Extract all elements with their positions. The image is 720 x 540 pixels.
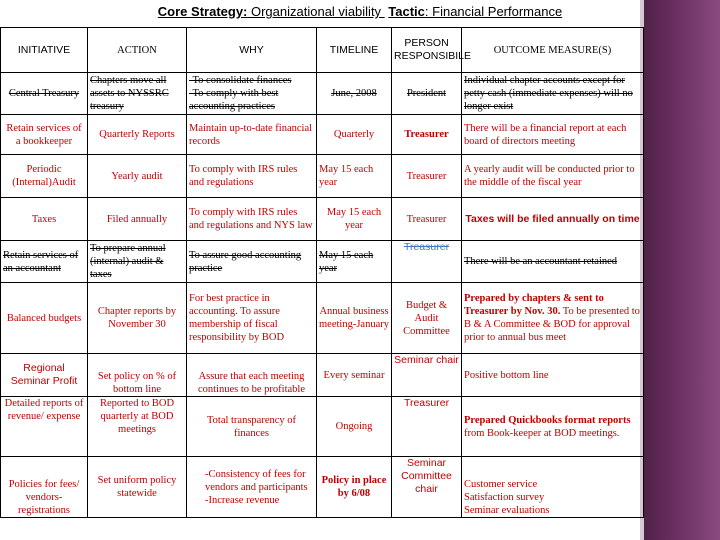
decorative-side-band	[640, 0, 720, 540]
header-timeline: TIMELINE	[317, 28, 392, 73]
cell-person: Treasurer	[392, 115, 462, 155]
why-line: -To consolidate finances	[189, 75, 292, 86]
outcome-line: Satisfaction survey	[464, 492, 545, 503]
cell-why	[187, 73, 317, 115]
cell-why	[187, 457, 317, 518]
cell-initiative: Taxes	[1, 198, 88, 241]
header-why: WHY	[187, 28, 317, 73]
cell-action: To prepare annual (internal) audit & taxes	[88, 241, 187, 283]
cell-action: Reported to BOD quarterly at BOD meetings	[88, 397, 187, 457]
cell-timeline: May 15 each year	[317, 241, 392, 283]
cell-outcome	[462, 457, 644, 518]
cell-timeline: May 15 each year	[317, 155, 392, 198]
cell-outcome: Taxes will be filed annually on time	[462, 198, 644, 241]
outcome-emphasis: Prepared by chapters & sent to Treasurer by Nov. 30.	[464, 293, 604, 317]
cell-initiative: Policies for fees/ vendors- registrations	[1, 457, 88, 518]
cell-timeline: Annual business meeting-January	[317, 283, 392, 354]
cell-why: Assure that each meeting continues to be profitable	[187, 354, 317, 397]
cell-timeline: Quarterly	[317, 115, 392, 155]
cell-timeline: Ongoing	[317, 397, 392, 457]
cell-action: Set uniform policy statewide	[88, 457, 187, 518]
table-row	[1, 457, 644, 518]
table-header-row	[1, 28, 644, 73]
cell-why: To comply with IRS rules and regulations	[187, 155, 317, 198]
table-row	[1, 155, 644, 198]
header-outcome-measures: OUTCOME MEASURE(S)	[462, 28, 644, 73]
cell-outcome: Positive bottom line	[462, 354, 644, 397]
header-initiative: INITIATIVE	[1, 28, 88, 73]
cell-why: Total transparency of finances	[187, 397, 317, 457]
cell-person: Treasurer	[392, 155, 462, 198]
core-strategy-label: Core Strategy:	[157, 4, 248, 19]
cell-person: President	[392, 73, 462, 115]
cell-outcome: A yearly audit will be conducted prior to the middle of the fiscal year	[462, 155, 644, 198]
cell-initiative: Retain services of a bookkeeper	[1, 115, 88, 155]
core-strategy-value: Organizational viability	[247, 4, 385, 19]
cell-person: Budget & Audit Committee	[392, 283, 462, 354]
cell-person: Treasurer	[392, 241, 462, 283]
header-action: ACTION	[88, 28, 187, 73]
cell-initiative: Detailed reports of revenue/ expense	[1, 397, 88, 457]
cell-action: Set policy on % of bottom line	[88, 354, 187, 397]
tactic-label: Tactic	[388, 4, 425, 19]
cell-timeline: Every seminar	[317, 354, 392, 397]
table-row	[1, 397, 644, 457]
cell-timeline: May 15 each year	[317, 198, 392, 241]
cell-action: Chapter reports by November 30	[88, 283, 187, 354]
table-row	[1, 354, 644, 397]
cell-why: To assure good accounting practice	[187, 241, 317, 283]
cell-timeline: Policy in place by 6/08	[317, 457, 392, 518]
cell-initiative: Central Treasury	[1, 73, 88, 115]
cell-action: Filed annually	[88, 198, 187, 241]
cell-initiative: Balanced budgets	[1, 283, 88, 354]
cell-initiative: Periodic (Internal)Audit	[1, 155, 88, 198]
cell-timeline: June, 2008	[317, 73, 392, 115]
outcome-detail: from Book-keeper at BOD meetings.	[464, 427, 620, 439]
cell-person: Seminar Committee chair	[392, 457, 462, 518]
outcome-line: Customer service	[464, 479, 538, 490]
table-row	[1, 241, 644, 283]
outcome-line: Seminar evaluations	[464, 505, 550, 516]
why-line: -To comply with best accounting practices	[189, 88, 279, 112]
cell-outcome	[462, 283, 644, 354]
table-row	[1, 115, 644, 155]
cell-why: To comply with IRS rules and regulations and NYS law	[187, 198, 317, 241]
cell-outcome: Individual chapter accounts except for petty cash (immediate expenses) will no longer exist	[462, 73, 644, 115]
outcome-emphasis: Prepared Quickbooks format reports	[464, 414, 631, 426]
table-row	[1, 283, 644, 354]
tactic-value: : Financial Performance	[424, 4, 563, 19]
cell-person: Treasurer	[392, 198, 462, 241]
cell-why: Maintain up-to-date financial records	[187, 115, 317, 155]
cell-initiative: Retain services of an accountant	[1, 241, 88, 283]
cell-action: Yearly audit	[88, 155, 187, 198]
cell-initiative: Regional Seminar Profit	[1, 354, 88, 397]
cell-why: For best practice in accounting. To assure membership of fiscal responsibility by BOD	[187, 283, 317, 354]
cell-person: Treasurer	[392, 397, 462, 457]
financial-plan-table	[0, 27, 644, 518]
cell-outcome: There will be an accountant retained	[462, 241, 644, 283]
header-person-responsible: PERSON RESPONSIBILE	[392, 28, 462, 73]
cell-outcome	[462, 397, 644, 457]
cell-action: Quarterly Reports	[88, 115, 187, 155]
page-title	[0, 4, 720, 24]
table-row	[1, 73, 644, 115]
cell-outcome: There will be a financial report at each board of directors meeting	[462, 115, 644, 155]
outcome-detail: To be presented to B & A Committee & BOD for approval prior to annual bus meet	[464, 306, 640, 343]
why-line: -Increase revenue	[205, 494, 280, 506]
table-row	[1, 198, 644, 241]
why-line: -Consistency of fees for vendors and participants	[205, 468, 308, 493]
cell-action: Chapters move all assets to NYSSRC treasury	[88, 73, 187, 115]
cell-person: Seminar chair	[392, 354, 462, 397]
